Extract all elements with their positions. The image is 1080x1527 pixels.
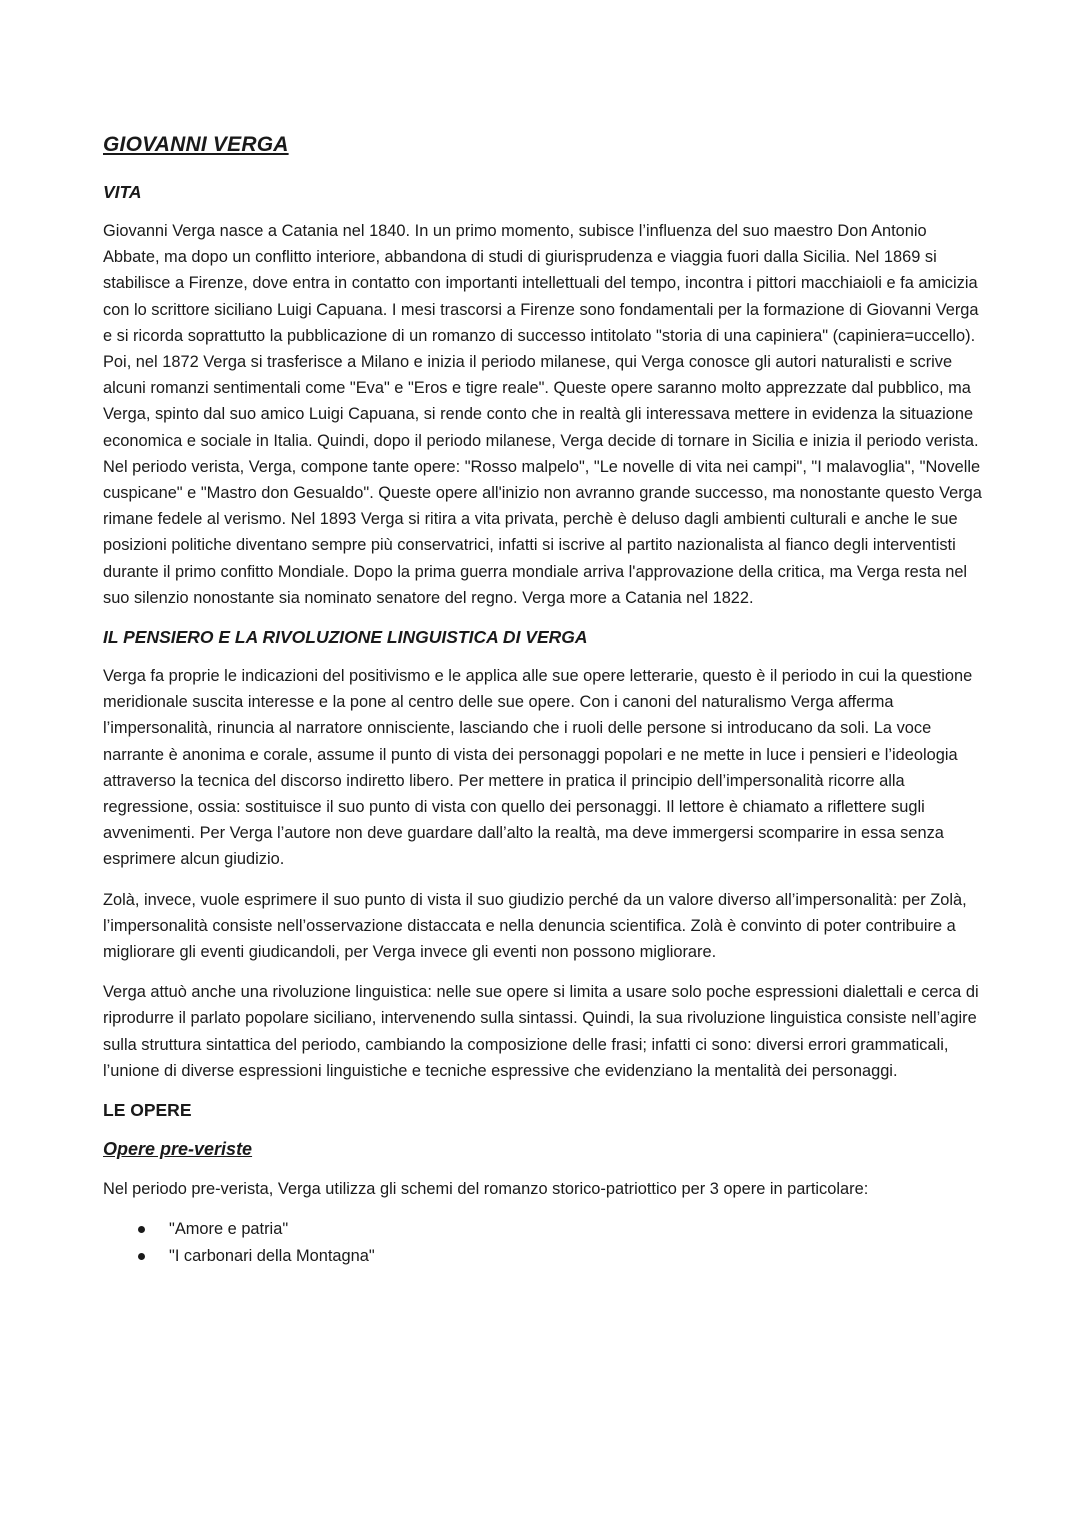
paragraph-vita: Giovanni Verga nasce a Catania nel 1840. In un primo momento, subisce l’influenza del suo maestro Don Antonio Abbate, ma dopo un conflitto interiore, abbandona di studi di giurisprudenza e viaggia fuori dalla Sicilia. Nel 1869 si stabilisce a Firenze, dove entra in contatto con importanti intellettuali del tempo, incontra i pittori macchiaioli e fa amicizia con lo scrittore siciliano Luigi Capuana. I mesi trascorsi a Firenze sono fondamentali per la formazione di Giovanni Verga e si ricorda soprattutto la pubblicazione di un romanzo di successo intitolato "storia di una capiniera" (capiniera=uccello). Poi, nel 1872 Verga si trasferisce a Milano e inizia il periodo milanese, qui Verga conosce gli autori naturalisti e scrive alcuni romanzi sentimentali come "Eva" e "Eros e tigre reale". Queste opere saranno molto apprezzate dal pubblico, ma Verga, spinto dal suo amico Luigi Capuana, si rende conto che in realtà gli interessava mettere in evidenza la situazione economica e sociale in Italia. Quindi, dopo il periodo milanese, Verga decide di tornare in Sicilia e inizia il periodo verista. Nel periodo verista, Verga, compone tante opere: "Rosso malpelo", "Le novelle di vita nei campi", "I malavoglia", "Novelle cuspicane" e "Mastro don Gesualdo". Queste opere all'inizio non avranno grande successo, ma nonostante questo Verga rimane fedele al verismo. Nel 1893 Verga si ritira a vita privata, perchè è deluso dagli ambienti culturali e anche le sue posizioni politiche diventano sempre più conservatrici, infatti si iscrive al partito nazionalista al fianco degli interventisti durante il primo confitto Mondiale. Dopo la prima guerra mondiale arriva l'approvazione della critica, ma Verga resta nel suo silenzio nonostante sia nominato senatore del regno. Verga more a Catania nel 1822. <box>103 222 982 607</box>
bullet-icon <box>138 1226 145 1233</box>
list-item-text: "Amore e patria" <box>169 1220 289 1239</box>
paragraph-pensiero-2: Zolà, invece, vuole esprimere il suo punto di vista il suo giudizio perché da un valore diverso all’impersonalità: per Zolà, l’impersonalità consiste nell’osservazione distaccata e nella denuncia scientifica. Zolà è convinto di poter contribuire a migliorare gli eventi giudicandoli, per Verga invece gli eventi non possono migliorare. <box>103 890 967 962</box>
paragraph-opere-intro: Nel periodo pre-verista, Verga utilizza gli schemi del romanzo storico-patriottico per 3 opere in particolare: <box>103 1180 869 1199</box>
document-title: GIOVANNI VERGA <box>103 133 289 156</box>
list-item <box>103 1216 983 1242</box>
section-heading-opere: LE OPERE <box>103 1100 192 1121</box>
section-heading-vita: VITA <box>103 182 142 202</box>
document-page <box>103 130 983 1269</box>
bullet-icon <box>138 1253 145 1260</box>
list-item <box>103 1243 983 1269</box>
section-heading-pensiero: IL PENSIERO E LA RIVOLUZIONE LINGUISTICA DI VERGA <box>103 627 588 648</box>
list-item-text: "I carbonari della Montagna" <box>169 1246 375 1265</box>
subheading-opere-pre-veriste: Opere pre-veriste <box>103 1139 253 1160</box>
opere-list <box>103 1216 983 1268</box>
paragraph-pensiero-3: Verga attuò anche una rivoluzione linguistica: nelle sue opere si limita a usare solo poche espressioni dialettali e cerca di riprodurre il parlato popolare siciliano, intervenendo sulla sintassi. Quindi, la sua rivoluzione linguistica consiste nell’agire sulla struttura sintattica del periodo, cambiando la composizione delle frasi; infatti ci sono: diversi errori grammaticali, l’unione di diverse espressioni linguistiche e tecniche espressive che evidenziano la mentalità dei personaggi. <box>103 983 979 1080</box>
paragraph-pensiero-1: Verga fa proprie le indicazioni del positivismo e le applica alle sue opere letterarie, questo è il periodo in cui la questione meridionale suscita interesse e la pone al centro delle sue opere. Con i canoni del naturalismo Verga afferma l’impersonalità, rinuncia al narratore onnisciente, lasciando che i ruoli delle persone si introducano da soli. La voce narrante è anonima e corale, assume il punto di vista dei personaggi popolari e ne mette in luce i pensieri e l’ideologia attraverso la tecnica del discorso indiretto libero. Per mettere in pratica il principio dell’impersonalità ricorre alla regressione, ossia: sostituisce il suo punto di vista con quello dei personaggi. Il lettore è chiamato a riflettere sugli avvenimenti. Per Verga l’autore non deve guardare dall’alto la realtà, ma deve immergersi scomparire in essa senza esprimere alcun giudizio. <box>103 667 973 869</box>
